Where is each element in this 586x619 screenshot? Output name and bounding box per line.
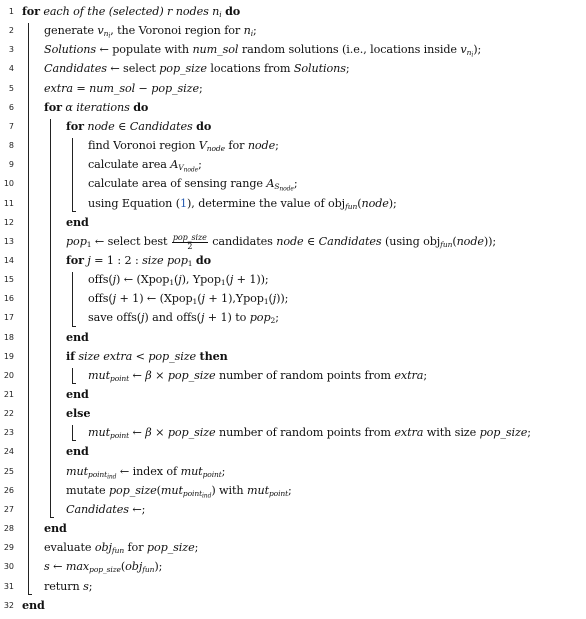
algorithm-line [0,194,586,213]
algorithm-line [0,462,586,481]
line-number: 17 [3,313,14,323]
line-text: mut$_{point}$ ← β × pop_size number of random points from extra with size pop_size; [88,426,531,441]
block-hook [50,517,54,518]
block-bar [28,23,29,594]
line-number: 26 [3,485,14,495]
line-number: 25 [3,466,14,476]
line-text: for node ∈ Candidates do [66,118,212,133]
block-hook [72,326,76,327]
line-number: 24 [3,447,14,457]
line-text: for j = 1 : 2 : size pop$_1$ do [66,252,211,268]
line-text: if size extra < pop_size then [66,348,228,363]
algorithm-line [0,347,586,366]
algorithm-line [0,40,586,59]
line-text: for α iterations do [44,99,149,114]
line-text: pop$_1$ ← select best $\frac{\text{pop\_size}}{2}$ candidates node ∈ Candidates (using obj$_{fun}$(node)); [66,232,497,251]
algorithm-line [0,289,586,308]
line-text: using Equation (1), determine the value of obj$_{fun}$(node); [88,196,397,211]
line-text: mutate pop_size(mut$_{point_{ind}}$) with mut$_{point}$; [66,483,292,500]
line-text: Candidates ← select pop_size locations from Solutions; [44,62,350,76]
line-number: 32 [3,600,14,610]
line-text: s ← $\max_{pop\_size}(obj_{fun})$; [44,560,163,575]
algorithm-line [0,442,586,461]
line-text: generate $v_{n_i}$, the Voronoi region for $n_i$; [44,24,257,40]
block-hook [28,594,32,595]
line-number: 6 [8,102,14,112]
line-text: end [66,444,89,459]
line-text: else [66,406,91,421]
algorithm-line [0,251,586,270]
line-number: 8 [8,141,14,151]
line-number: 5 [8,83,14,93]
algorithm-line [0,136,586,155]
algorithm-line [0,117,586,136]
line-text: mut$_{point_{ind}}$ ← index of mut$_{point}$; [66,464,226,481]
line-number: 9 [8,160,14,170]
line-text: for each of the (selected) r nodes $n_i$ do [22,4,241,19]
algorithm-line [0,519,586,538]
algorithm-line [0,213,586,232]
algorithm-line [0,98,586,117]
algorithm-line [0,538,586,557]
line-number: 28 [3,524,14,534]
line-text: offs(j) ← (Xpop$_1$(j), Ypop$_1$(j + 1)); [88,273,269,288]
line-text: offs(j + 1) ← (Xpop$_1$(j + 1),Ypop$_1$(j)); [88,292,289,307]
block-bar [72,368,73,383]
line-text: end [66,387,89,401]
line-text: end [66,329,89,344]
block-hook [72,383,76,384]
line-number: 23 [3,428,14,438]
line-number: 18 [3,332,14,342]
line-number: 11 [3,198,14,208]
line-number: 20 [3,370,14,380]
algorithm-line [0,21,586,40]
line-number: 31 [3,581,14,591]
line-number: 19 [3,351,14,361]
line-number: 3 [8,45,14,55]
line-number: 27 [3,504,14,514]
line-text: end [22,597,45,612]
line-number: 7 [8,121,14,131]
line-text: Solutions ← populate with num_sol random solutions (i.e., locations inside $v_{n_i}$); [44,43,482,59]
algorithm-line [0,423,586,442]
algorithm-line [0,232,586,251]
line-text: calculate area of sensing range $A_{S_{node}}$; [88,177,298,193]
algorithm-line [0,404,586,423]
line-number: 14 [3,255,14,265]
algorithm-line [0,174,586,193]
algorithm-line [0,59,586,78]
line-text: find Voronoi region $V_{node}$ for node; [88,139,279,154]
line-number: 2 [8,26,14,36]
algorithm-line [0,500,586,519]
line-number: 16 [3,294,14,304]
line-number: 4 [8,64,14,74]
block-bar [50,119,51,517]
line-number: 15 [3,275,14,285]
line-number: 29 [3,543,14,553]
line-text: Candidates ←; [66,502,146,516]
line-text: end [66,214,89,229]
line-text: extra = num_sol − pop_size; [44,81,203,95]
algorithm-line [0,308,586,327]
line-text: end [44,521,67,536]
algorithm-line [0,155,586,174]
line-number: 1 [8,7,14,16]
algorithm-line [0,79,586,98]
line-text: calculate area $A_{V_{node}}$; [88,158,202,174]
line-text: mut$_{point}$ ← β × pop_size number of random points from extra; [88,368,427,383]
line-text: save offs(j) and offs(j + 1) to pop$_2$; [88,311,279,326]
line-number: 12 [3,217,14,227]
line-text: evaluate obj$_{fun}$ for pop_size; [44,541,199,556]
line-number: 13 [3,236,14,246]
algorithm-line [0,366,586,385]
block-hook [72,211,76,212]
algorithm-line [0,481,586,500]
algorithm-line [0,385,586,404]
algorithm-line [0,557,586,576]
block-hook [72,440,76,441]
algorithm-line [0,2,586,21]
line-number: 21 [3,390,14,399]
algorithm-line [0,270,586,289]
line-number: 30 [3,562,14,572]
line-number: 10 [3,179,14,189]
algorithm-line [0,596,586,615]
block-bar [72,138,73,211]
line-number: 22 [3,409,14,419]
algorithm-line [0,577,586,596]
line-text: return s; [44,579,93,593]
block-bar [72,272,73,325]
algorithm-line [0,328,586,347]
block-bar [72,425,73,440]
